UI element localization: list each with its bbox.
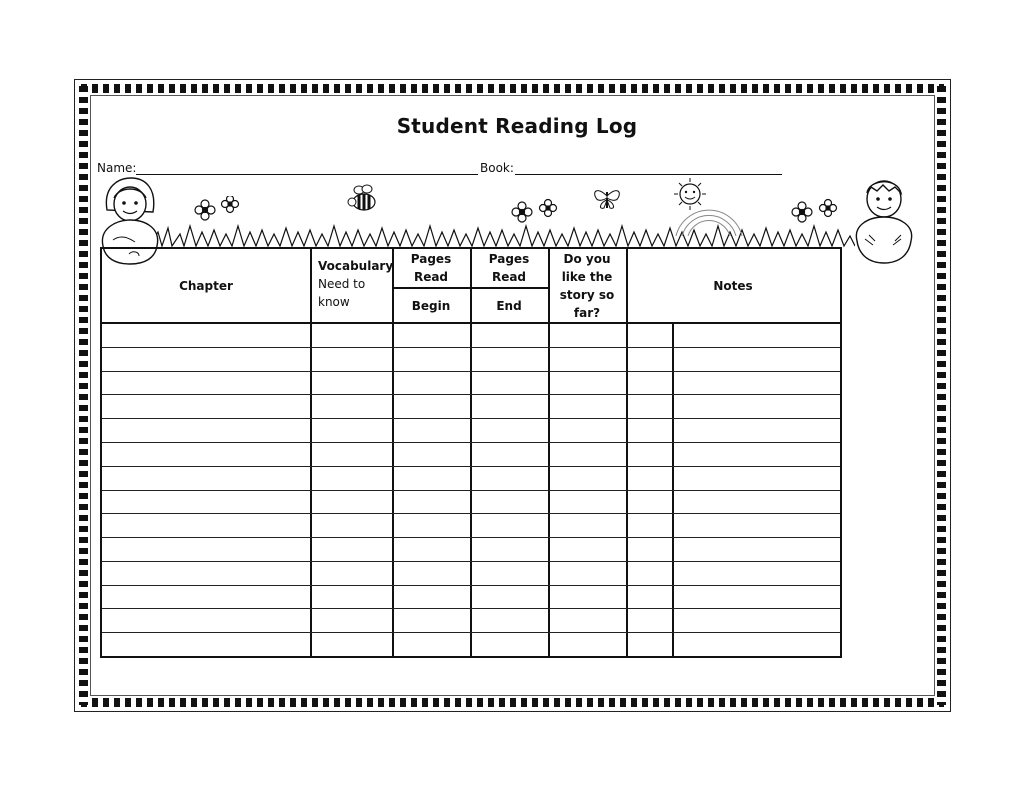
butterfly-icon [592, 186, 622, 214]
book-label: Book: [480, 161, 514, 175]
border-bottom [81, 698, 944, 707]
pages-label: Pages [488, 252, 530, 266]
table-row-line [102, 466, 840, 467]
table-row-line [102, 347, 840, 348]
header-pages-read-end [470, 249, 548, 287]
table-row-line [102, 394, 840, 395]
table-row-line [102, 442, 840, 443]
header-pages-read-begin [392, 249, 470, 287]
rainbow-icon [676, 210, 742, 236]
like-line-1: Do you [563, 251, 611, 266]
like-line-4: far? [573, 305, 601, 320]
book-field[interactable] [515, 174, 782, 175]
read-label: Read [491, 270, 527, 284]
table-row-line [102, 513, 840, 514]
header-vocabulary [318, 257, 394, 317]
border-top [81, 84, 944, 93]
table-row-line [102, 490, 840, 491]
like-line-2: like the [561, 269, 613, 284]
header-begin: Begin [411, 298, 451, 313]
vocabulary-sub-2: know [318, 295, 350, 309]
table-row-line [102, 371, 840, 372]
reading-log-table [100, 247, 842, 658]
vocabulary-sub-1: Need to [318, 277, 366, 291]
table-row-line [102, 561, 840, 562]
header-chapter: Chapter [179, 278, 233, 293]
sun-icon [664, 176, 744, 236]
table-row-line [102, 608, 840, 609]
table-row-line [102, 537, 840, 538]
border-right [937, 86, 946, 705]
vocabulary-title: Vocabulary [318, 259, 394, 273]
header-end: End [496, 298, 522, 313]
like-line-3: story so [559, 287, 615, 302]
col-divider [310, 249, 312, 656]
table-row-line [102, 632, 840, 633]
header-notes: Notes [713, 278, 753, 293]
header-divider [102, 322, 840, 324]
page-title: Student Reading Log [396, 114, 638, 138]
grass-icon [150, 196, 855, 248]
name-label: Name: [97, 161, 137, 175]
pages-label: Pages [410, 252, 452, 266]
table-row-line [102, 585, 840, 586]
boy-clipart-icon [853, 175, 915, 267]
bee-icon [347, 184, 381, 214]
read-label: Read [413, 270, 449, 284]
header-like-story [548, 249, 626, 322]
name-field[interactable] [136, 174, 478, 175]
border-left [79, 86, 88, 705]
table-row-line [102, 418, 840, 419]
